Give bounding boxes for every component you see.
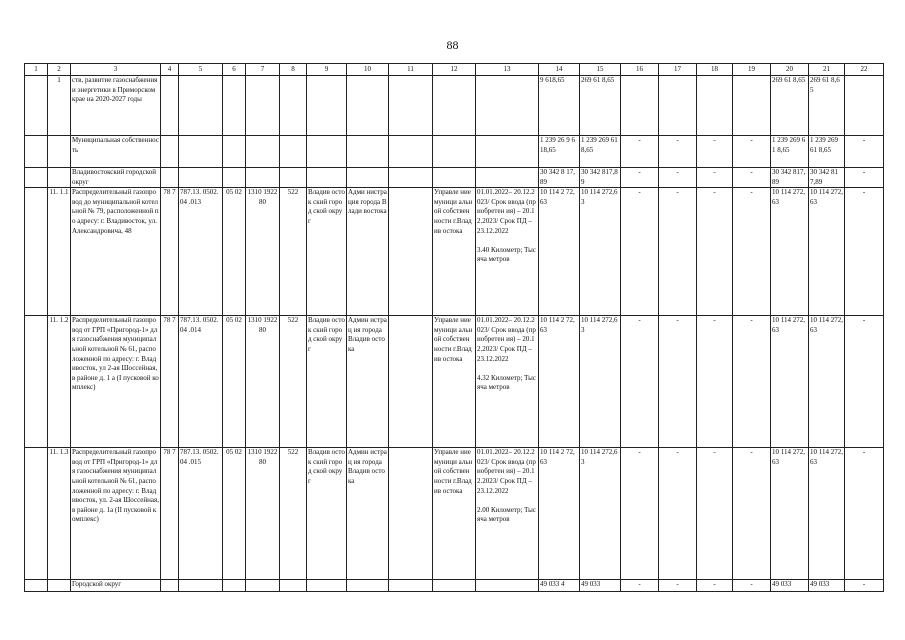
cell-col-3: Владивостокский городской округ — [71, 168, 161, 188]
cell-col-14: 9 618,65 — [539, 76, 580, 136]
cell-col-18: - — [697, 448, 733, 580]
cell-col-6: 05 02 — [223, 448, 246, 580]
cell-col-10 — [347, 76, 389, 136]
cell-col-8 — [280, 580, 307, 592]
cell-col-3: Городской округ — [71, 580, 161, 592]
cell-col-20: 269 61 8,65 — [771, 76, 809, 136]
cell-col-4: 78 7 — [161, 316, 179, 448]
cell-col-4 — [161, 136, 179, 168]
cell-col-12 — [433, 76, 476, 136]
column-number-10: 10 — [347, 64, 389, 76]
cell-col-19: - — [733, 580, 771, 592]
cell-col-15: 30 342 817,89 — [580, 168, 621, 188]
cell-col-16 — [621, 76, 659, 136]
cell-col-7: 1310 1922 80 — [246, 448, 280, 580]
cell-col-3: ств, развитие газоснабжения и энергетики в Приморском крае на 2020-2027 годы — [71, 76, 161, 136]
column-number-15: 15 — [580, 64, 621, 76]
column-number-6: 6 — [223, 64, 246, 76]
cell-col-20: 49 033 — [771, 580, 809, 592]
table-row — [25, 76, 884, 136]
cell-col-22: - — [845, 136, 884, 168]
cell-col-19: - — [733, 168, 771, 188]
column-number-18: 18 — [697, 64, 733, 76]
cell-col-17: - — [659, 136, 697, 168]
table-row — [25, 448, 884, 580]
table-row — [25, 580, 884, 592]
cell-col-12 — [433, 136, 476, 168]
cell-col-12 — [433, 168, 476, 188]
cell-col-2: 11. 1.1 — [48, 188, 71, 316]
cell-col-2 — [48, 168, 71, 188]
cell-col-10 — [347, 168, 389, 188]
cell-col-8 — [280, 168, 307, 188]
cell-col-5 — [179, 76, 223, 136]
cell-col-13: 01.01.2022– 20.12.2023/ Срок ввода (приобретен ия) – 20.12.2023/ Срок ПД – 23.12.2022 3.40 Километр; Тысяча метров — [476, 188, 539, 316]
table-row — [25, 188, 884, 316]
cell-col-21: 269 61 8,65 — [809, 76, 845, 136]
column-number-22: 22 — [845, 64, 884, 76]
cell-col-15: 10 114 272,63 — [580, 316, 621, 448]
cell-col-9: Владив осток ский город ской округ — [307, 448, 347, 580]
column-number-17: 17 — [659, 64, 697, 76]
cell-col-16: - — [621, 448, 659, 580]
column-number-7: 7 — [246, 64, 280, 76]
cell-col-15: 10 114 272,63 — [580, 188, 621, 316]
cell-col-9: Владив осток ский город ской округ — [307, 188, 347, 316]
cell-col-10: Админ истрац ия города Владив остока — [347, 316, 389, 448]
cell-col-9: Владив осток ский город ской округ — [307, 316, 347, 448]
cell-col-21: 10 114 272,63 — [809, 448, 845, 580]
cell-col-19: - — [733, 448, 771, 580]
cell-col-17: - — [659, 580, 697, 592]
cell-col-9 — [307, 580, 347, 592]
cell-col-20: 10 114 272,63 — [771, 448, 809, 580]
cell-col-16: - — [621, 168, 659, 188]
cell-col-5 — [179, 580, 223, 592]
cell-col-7 — [246, 76, 280, 136]
cell-col-21: 49 033 — [809, 580, 845, 592]
cell-col-11 — [389, 188, 433, 316]
cell-col-7: 1310 1922 80 — [246, 316, 280, 448]
cell-col-16: - — [621, 316, 659, 448]
column-number-5: 5 — [179, 64, 223, 76]
cell-col-10: Админ истрац ия города Владив остока — [347, 448, 389, 580]
cell-col-6: 05 02 — [223, 316, 246, 448]
cell-col-6 — [223, 76, 246, 136]
cell-col-4 — [161, 580, 179, 592]
cell-col-5: 787.13. 0502.04 .015 — [179, 448, 223, 580]
cell-col-15: 269 61 8,65 — [580, 76, 621, 136]
header-row — [25, 64, 884, 76]
cell-col-7: 1310 1922 80 — [246, 188, 280, 316]
page-number: 88 — [446, 38, 459, 52]
cell-col-13 — [476, 168, 539, 188]
cell-col-1 — [25, 580, 48, 592]
column-number-9: 9 — [307, 64, 347, 76]
cell-col-15: 49 033 — [580, 580, 621, 592]
cell-col-8: 522 — [280, 188, 307, 316]
column-number-21: 21 — [809, 64, 845, 76]
cell-col-17: - — [659, 448, 697, 580]
cell-col-3: Муниципальная собственность — [71, 136, 161, 168]
column-number-2: 2 — [48, 64, 71, 76]
cell-col-1 — [25, 76, 48, 136]
cell-col-16: - — [621, 136, 659, 168]
column-number-16: 16 — [621, 64, 659, 76]
column-number-19: 19 — [733, 64, 771, 76]
cell-col-4 — [161, 168, 179, 188]
table-row — [25, 168, 884, 188]
cell-col-11 — [389, 448, 433, 580]
cell-col-4: 78 7 — [161, 188, 179, 316]
cell-col-11 — [389, 136, 433, 168]
cell-col-8: 522 — [280, 316, 307, 448]
cell-col-20: 10 114 272,63 — [771, 188, 809, 316]
cell-col-20: 1 239 269 61 8,65 — [771, 136, 809, 168]
cell-col-6 — [223, 580, 246, 592]
cell-col-13 — [476, 136, 539, 168]
cell-col-2 — [48, 136, 71, 168]
cell-col-6: 05 02 — [223, 188, 246, 316]
cell-col-16: - — [621, 188, 659, 316]
cell-col-3: Распределительный газопровод до муниципальной котельной № 79, расположенной по адресу: г. Владивосток, ул. Александровича, 48 — [71, 188, 161, 316]
cell-col-12 — [433, 580, 476, 592]
cell-col-14: 10 114 2 72,63 — [539, 448, 580, 580]
column-number-20: 20 — [771, 64, 809, 76]
cell-col-7 — [246, 580, 280, 592]
cell-col-12: Управле ние муници альной собствен ности г.Владив остока — [433, 188, 476, 316]
cell-col-1 — [25, 316, 48, 448]
cell-col-18 — [697, 76, 733, 136]
cell-col-18: - — [697, 580, 733, 592]
cell-col-14: 10 114 2 72,63 — [539, 188, 580, 316]
cell-col-22: - — [845, 188, 884, 316]
cell-col-8: 522 — [280, 448, 307, 580]
cell-col-6 — [223, 168, 246, 188]
cell-col-19: - — [733, 136, 771, 168]
cell-col-9 — [307, 136, 347, 168]
cell-col-19: - — [733, 188, 771, 316]
cell-col-19 — [733, 76, 771, 136]
cell-col-16: - — [621, 580, 659, 592]
cell-col-13 — [476, 580, 539, 592]
cell-col-22: - — [845, 316, 884, 448]
table-row — [25, 136, 884, 168]
cell-col-20: 10 114 272,63 — [771, 316, 809, 448]
cell-col-19: - — [733, 316, 771, 448]
cell-col-2: 11. 1.2 — [48, 316, 71, 448]
cell-col-5 — [179, 168, 223, 188]
column-number-14: 14 — [539, 64, 580, 76]
cell-col-4 — [161, 76, 179, 136]
cell-col-1 — [25, 136, 48, 168]
cell-col-20: 30 342 817,89 — [771, 168, 809, 188]
cell-col-11 — [389, 168, 433, 188]
cell-col-22: - — [845, 448, 884, 580]
cell-col-21: 1 239 269 61 8,65 — [809, 136, 845, 168]
cell-col-11 — [389, 580, 433, 592]
cell-col-18: - — [697, 168, 733, 188]
cell-col-22 — [845, 76, 884, 136]
cell-col-15: 10 114 272,63 — [580, 448, 621, 580]
cell-col-17: - — [659, 188, 697, 316]
cell-col-14: 30 342 8 17,89 — [539, 168, 580, 188]
cell-col-11 — [389, 316, 433, 448]
cell-col-10 — [347, 136, 389, 168]
column-number-4: 4 — [161, 64, 179, 76]
cell-col-7 — [246, 136, 280, 168]
cell-col-1 — [25, 168, 48, 188]
cell-col-12: Управле ние муници альной собствен ности г.Владив остока — [433, 316, 476, 448]
column-number-13: 13 — [476, 64, 539, 76]
cell-col-9 — [307, 168, 347, 188]
cell-col-9 — [307, 76, 347, 136]
cell-col-4: 78 7 — [161, 448, 179, 580]
cell-col-3: Распределительный газопровод от ГРП «Пригород-1» для газоснабжения муниципальной котельной № 61, расположенной по адресу: г. Владивосток, ул. 2-ая Шоссейная, в районе д. 1а (II пусковой комплекс) — [71, 448, 161, 580]
cell-col-13: 01.01.2022– 20.12.2023/ Срок ввода (приобретен ия) – 20.12.2023/ Срок ПД – 23.12.2022 4.32 Километр; Тысяча метров — [476, 316, 539, 448]
cell-col-6 — [223, 136, 246, 168]
cell-col-5 — [179, 136, 223, 168]
cell-col-22: - — [845, 580, 884, 592]
cell-col-3: Распределительный газопровод от ГРП «Пригород-1» для газоснабжения муниципальной котельной № 61, расположенной по адресу: г. Владивосток, ул 2-ая Шоссейная, в районе д. 1 а (I пусковой комплекс) — [71, 316, 161, 448]
cell-col-18: - — [697, 188, 733, 316]
cell-col-12: Управле ние муници альной собствен ности г.Владив остока — [433, 448, 476, 580]
cell-col-8 — [280, 76, 307, 136]
cell-col-18: - — [697, 136, 733, 168]
budget-table — [24, 63, 884, 592]
table-row — [25, 316, 884, 448]
cell-col-18: - — [697, 316, 733, 448]
cell-col-14: 1 239 26 9 618,65 — [539, 136, 580, 168]
cell-col-14: 10 114 2 72,63 — [539, 316, 580, 448]
cell-col-13 — [476, 76, 539, 136]
column-number-12: 12 — [433, 64, 476, 76]
cell-col-8 — [280, 136, 307, 168]
cell-col-21: 30 342 817,89 — [809, 168, 845, 188]
cell-col-13: 01.01.2022– 20.12.2023/ Срок ввода (приобретен ия) – 20.12.2023/ Срок ПД – 23.12.2022 2.00 Километр; Тысяча метров — [476, 448, 539, 580]
cell-col-7 — [246, 168, 280, 188]
cell-col-21: 10 114 272,63 — [809, 316, 845, 448]
cell-col-17 — [659, 76, 697, 136]
cell-col-10: Адми нистра ция города Влади востока — [347, 188, 389, 316]
column-number-11: 11 — [389, 64, 433, 76]
cell-col-1 — [25, 448, 48, 580]
cell-col-5: 787.13. 0502.04 .013 — [179, 188, 223, 316]
cell-col-17: - — [659, 316, 697, 448]
cell-col-2: 1 — [48, 76, 71, 136]
cell-col-2: 11. 1.3 — [48, 448, 71, 580]
cell-col-1 — [25, 188, 48, 316]
cell-col-5: 787.13. 0502.04 .014 — [179, 316, 223, 448]
cell-col-11 — [389, 76, 433, 136]
cell-col-22: - — [845, 168, 884, 188]
cell-col-15: 1 239 269 61 8,65 — [580, 136, 621, 168]
cell-col-10 — [347, 580, 389, 592]
cell-col-21: 10 114 272,63 — [809, 188, 845, 316]
cell-col-14: 49 033 4 — [539, 580, 580, 592]
column-number-8: 8 — [280, 64, 307, 76]
cell-col-17: - — [659, 168, 697, 188]
column-number-3: 3 — [71, 64, 161, 76]
column-number-1: 1 — [25, 64, 48, 76]
cell-col-2 — [48, 580, 71, 592]
